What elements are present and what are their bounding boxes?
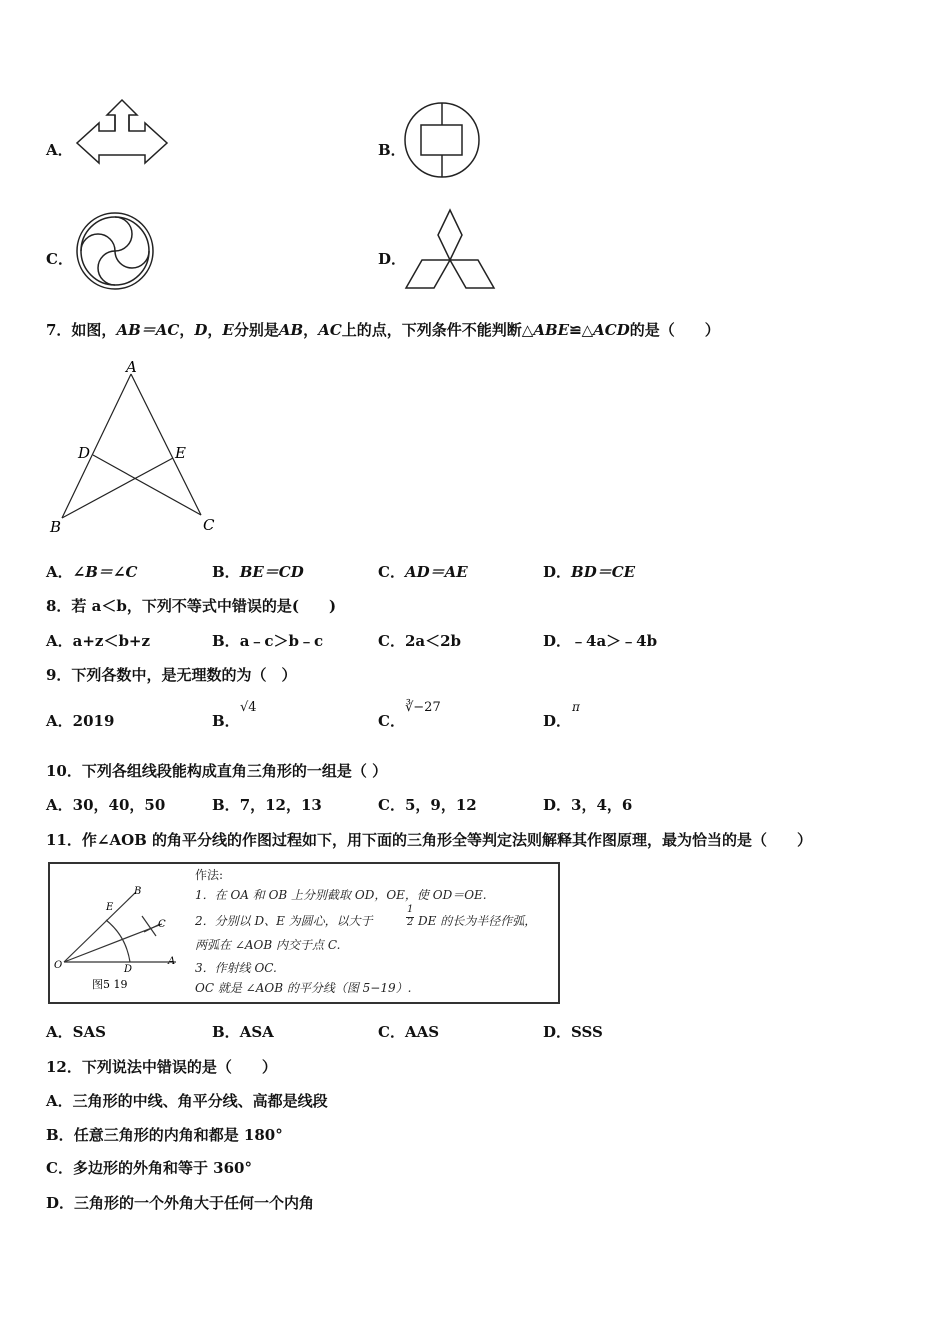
- q7-label-e: E: [175, 444, 186, 462]
- q10-option-d[interactable]: D．3，4，6: [543, 796, 633, 814]
- q8-option-d[interactable]: D．﹣4a＞﹣4b: [543, 632, 658, 650]
- q11-option-a[interactable]: A．SAS: [46, 1023, 106, 1041]
- q12-option-a[interactable]: A．三角形的中线、角平分线、高都是线段: [46, 1092, 328, 1110]
- q7-label-b: B: [50, 518, 62, 536]
- q11-figure-caption: 图5 19: [92, 978, 128, 991]
- svg-text:A: A: [168, 956, 176, 967]
- q9-option-b[interactable]: B．: [212, 712, 240, 730]
- svg-text:D: D: [124, 964, 133, 975]
- q6-option-d-figure: [404, 208, 496, 292]
- q11-option-b[interactable]: B．ASA: [212, 1023, 274, 1041]
- q6-option-b-letter: B．: [378, 141, 406, 159]
- q11-figure-frac-num: 1: [407, 904, 414, 915]
- q11-figure-step2a: 2．分别以 D、E 为圆心，以大于: [195, 914, 373, 928]
- q7-triangle-figure: [48, 358, 228, 538]
- q10-stem: 10．下列各组线段能构成直角三角形的一组是（ ）: [46, 762, 388, 780]
- q12-stem: 12．下列说法中错误的是（ ）: [46, 1058, 277, 1076]
- q6-option-a-letter: A．: [46, 141, 73, 159]
- q6-option-c-letter: C．: [46, 250, 73, 268]
- q11-option-c[interactable]: C．AAS: [378, 1023, 440, 1041]
- q8-option-a[interactable]: A．a+z＜b+z: [46, 632, 151, 650]
- q9-option-c-math: ∛−27: [405, 700, 441, 715]
- q7-label-d: D: [78, 444, 91, 462]
- svg-text:C: C: [158, 919, 166, 930]
- q7-option-a[interactable]: A．∠B＝∠C: [46, 563, 138, 581]
- q12-option-d[interactable]: D．三角形的一个外角大于任何一个内角: [46, 1194, 315, 1212]
- q7-label-a: A: [126, 358, 137, 376]
- q9-option-c[interactable]: C．: [378, 712, 405, 730]
- q10-option-a[interactable]: A．30，40，50: [46, 796, 166, 814]
- q9-option-a[interactable]: A．2019: [46, 712, 115, 730]
- q11-figure-step4: OC 就是 ∠AOB 的平分线（图 5−19）.: [195, 981, 412, 995]
- q8-stem: 8．若 a＜b，下列不等式中错误的是( ): [46, 597, 337, 615]
- q11-figure-frac-den: 2: [407, 917, 414, 928]
- q11-construction-figure: [48, 862, 560, 1004]
- q7-option-b[interactable]: B．BE＝CD: [212, 563, 304, 581]
- svg-text:E: E: [106, 902, 114, 913]
- q9-stem: 9．下列各数中，是无理数的为（ ）: [46, 666, 297, 684]
- q7-option-d[interactable]: D．BD＝CE: [543, 563, 636, 581]
- q12-option-b[interactable]: B．任意三角形的内角和都是 180°: [46, 1126, 283, 1144]
- q9-option-d-math: π: [572, 700, 580, 714]
- q9-option-b-math: √4: [240, 700, 257, 715]
- q8-option-b[interactable]: B．a﹣c＞b﹣c: [212, 632, 324, 650]
- q12-option-c[interactable]: C．多边形的外角和等于 360°: [46, 1159, 252, 1177]
- q6-option-c-figure: [75, 211, 155, 291]
- q11-figure-title: 作法:: [195, 868, 224, 882]
- q11-stem: 11．作∠AOB 的角平分线的作图过程如下，用下面的三角形全等判定法则解释其作图原理，最为恰当的是（ ）: [46, 831, 813, 849]
- q11-option-d[interactable]: D．SSS: [543, 1023, 603, 1041]
- q7-label-c: C: [203, 516, 215, 534]
- q6-option-d-letter: D．: [378, 250, 407, 268]
- svg-text:O: O: [54, 960, 63, 971]
- q11-figure-step1: 1．在 OA 和 OB 上分别截取 OD，OE，使 OD＝OE.: [195, 888, 487, 902]
- svg-text:B: B: [134, 886, 142, 897]
- q8-option-c[interactable]: C．2a＜2b: [378, 632, 462, 650]
- q7-option-c[interactable]: C．AD＝AE: [378, 563, 468, 581]
- q11-figure-step3: 3．作射线 OC.: [195, 961, 277, 975]
- q10-option-b[interactable]: B．7，12，13: [212, 796, 322, 814]
- q6-option-b-figure: [403, 101, 481, 179]
- q7-stem: 7．如图，AB＝AC，D，E分别是AB，AC上的点，下列条件不能判断△ABE≌△ACD的是（ ）: [46, 321, 720, 339]
- q11-figure-step2b: DE 的长为半径作弧，: [418, 914, 537, 928]
- q6-option-a-figure: [75, 98, 170, 178]
- q11-angle-diagram: [50, 864, 190, 994]
- q9-option-d[interactable]: D．: [543, 712, 572, 730]
- q10-option-c[interactable]: C．5，9，12: [378, 796, 477, 814]
- q11-figure-step2c: 两弧在 ∠AOB 内交于点 C.: [195, 938, 341, 952]
